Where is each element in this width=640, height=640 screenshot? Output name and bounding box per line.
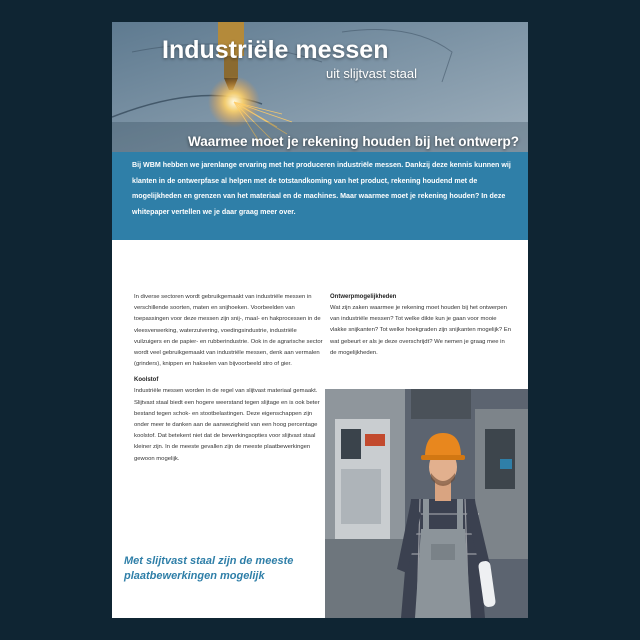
page-title: Industriële messen (162, 36, 389, 64)
page-subtitle: uit slijtvast staal (326, 66, 418, 81)
heading-ontwerpmogelijkheden: Ontwerpmogelijkheden (330, 294, 397, 300)
left-paragraph-2: Industriële messen worden in de regel van slijtvast materiaal gemaakt. Slijtvast staal biedt een hogere weerstand tegen slijtage en is ook beter bestand tegen schok- en stootbelastingen. Deze eigenschappen zijn onder meer te danken aan de aanwezigheid van een hoog percentage koolstof. Dat betekent niet dat de bewerkingsopties voor slijtvast staal kleiner zijn. In de meeste gevallen zijn de meeste plaatbewerkingen gewoon mogelijk. (134, 388, 320, 462)
worker-photo (325, 389, 528, 618)
right-paragraph: Wat zijn zaken waarmee je rekening moet houden bij het ontwerpen van industriële messen? Tot welke dikte kun je gaan voor mooie vlakke snijkanten? Tot welke hoekgraden zijn snijkanten mogelijk? En wat gebeurt er als je deze overschrijdt? We nemen je graag mee in de mogelijkheden. (330, 305, 511, 356)
section-question: Waarmee moet je rekening houden bij het ontwerp? (188, 134, 520, 149)
left-column (134, 292, 324, 465)
left-paragraph-1: In diverse sectoren wordt gebruikgemaakt van industriële messen in verschillende soorten, maten en snijhoeken. Voorbeelden van toepassingen voor deze messen zijn snij-, maal- en hakprocessen in de vleesverwerking, waterzuivering, voedingsindustrie, industriële vuilzuigers en de papier- en rubberindustrie. Ook in de agrarische sector wordt veel gebruikgemaakt van industriële messen, denk aan vermalen (grinders), knippen en hakselen van bijvoorbeeld stro of gier. (134, 294, 323, 368)
worker-image (325, 389, 528, 618)
intro-text: Bij WBM hebben we jarenlange ervaring met het produceren industriële messen. Dankzij deze kennis kunnen wij klanten in de ontwerpfase al helpen met de totstandkoming van het product, rekening houdend met de mogelijkheden en grenzen van het materiaal en de machines. Maar waarmee moet je rekening houden? In deze whitepaper vertellen we je daar graag meer over. (132, 161, 511, 216)
hero-banner (112, 22, 528, 152)
right-column (330, 292, 512, 359)
whitepaper-page (112, 22, 528, 618)
pull-quote: Met slijtvast staal zijn de meeste plaatbewerkingen mogelijk (124, 555, 294, 582)
intro-band (112, 152, 528, 240)
heading-koolstof: Koolstof (134, 377, 159, 384)
